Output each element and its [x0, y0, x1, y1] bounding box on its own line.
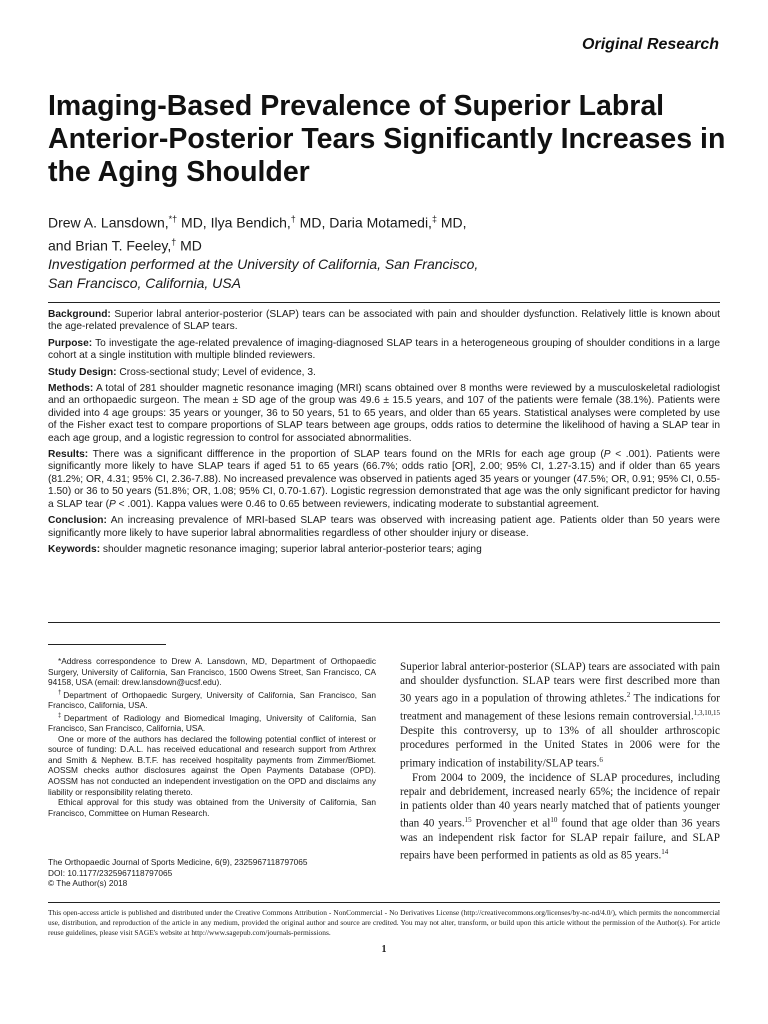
journal-doi: DOI: 10.1177/2325967118797065 — [48, 867, 173, 878]
p-value-symbol: P — [603, 449, 611, 461]
footnotes — [48, 656, 376, 818]
institution-line: Investigation performed at the University of California, San Francisco, — [48, 256, 479, 272]
abstract-label: Conclusion: — [48, 515, 107, 527]
body-text: Provencher et al — [471, 817, 551, 830]
abstract-text: To investigate the age-related prevalence of imaging-diagnosed SLAP tears in a heterogeneous grouping of shoulder conditions in a large cohort at a single institution with multiple blinded reviewers. — [48, 337, 720, 362]
author-name: Drew A. Lansdown, — [48, 214, 169, 231]
article-title: Imaging-Based Prevalence of Superior Labral Anterior-Posterior Tears Significantly Increases in the Aging Shoulder — [48, 90, 726, 188]
body-text: found that age older than 36 years was an independent risk factor for SLAP repair failure, and SLAP repairs have been performed in patients as old as 85 years. — [400, 817, 720, 863]
abstract-text: Superior labral anterior-posterior (SLAP) tears can be associated with pain and shoulder dysfunction. Relatively little is known about the age-related prevalence of SLAP tears. — [48, 309, 720, 333]
abstract-text: Cross-sectional study; Level of evidence, 3. — [116, 366, 316, 378]
footnote-rule — [48, 644, 166, 645]
body-text: Superior labral anterior-posterior (SLAP) tears are associated with pain and shoulder dysfunction. SLAP tears were first described more than 30 years ago in a population of throwing athletes. — [400, 661, 720, 706]
author-degree: MD, — [436, 214, 467, 231]
reference-mark: 6 — [599, 755, 603, 764]
abstract-label: Methods: — [48, 383, 94, 395]
body-text: From 2004 to 2009, the incidence of SLAP procedures, including repair and debridement, increased nearly 65%; the incidence of repair in patients older than 40 years nearly matched that of patients younger than 40 years. — [400, 771, 720, 830]
footnote-mark: ‡ — [58, 712, 64, 719]
body-text: The indications for treatment and management of these lesions remain controversial. — [400, 693, 720, 724]
journal-citation: The Orthopaedic Journal of Sports Medicine, 6(9), 2325967118797065 — [48, 857, 308, 867]
footnote-affiliation — [48, 711, 376, 734]
abstract-methods — [48, 383, 720, 445]
abstract-keywords — [48, 544, 720, 556]
author-degree: MD, — [177, 214, 211, 231]
body-paragraph — [400, 660, 720, 771]
body-column — [400, 660, 720, 863]
abstract-study-design — [48, 367, 720, 379]
footnote-conflict: One or more of the authors has declared the following potential conflict of interest or source of funding: D.A.L. has received educational and research support from Arthrex and Smith & Nephew. B.T.F. has received hospitality payments from Zimmer/Biomet. AOSSM checks author disclosures against the Open Payments Database (OPD). AOSSM has not conducted an independent investigation on the OPD and disclaims any liability or responsibility relating thereto. — [48, 733, 376, 797]
abstract-top-rule — [48, 302, 720, 303]
abstract-text: < .001). Patients were significantly more likely to have SLAP tears if aged 51 to 65 years (66.7%; odds ratio [OR], 2.00; 95% CI, 1.27-3.15) and if older than 65 years (81.2%; OR, 4.31; 95% CI, 2.36-7.88). No increased prevalence was observed in patients aged 35 years or younger (47.5%; OR, 0.91; 95% CI, 0.55-1.50) or 36 to 50 years (51.8%; OR, 1.08; 95% CI, 0.70-1.67). Logistic regression demonstrated that age was the only significant predictor for having a SLAP tear ( — [48, 449, 720, 510]
body-text: Despite this controversy, up to 13% of all shoulder arthroscopic procedures performed in the United States in 2006 were for the primary indication of instability/SLAP tears. — [400, 725, 720, 770]
abstract-conclusion — [48, 515, 720, 540]
institution-statement — [48, 255, 728, 293]
footnote-affiliation — [48, 688, 376, 711]
affiliation-mark: † — [171, 236, 177, 247]
abstract-text: < .001). Kappa values were 0.46 to 0.65 between reviewers, indicating moderate to substantial agreement. — [115, 498, 600, 510]
abstract-text: A total of 281 shoulder magnetic resonance imaging (MRI) scans obtained over 8 months were reviewed by a musculoskeletal radiologist and an orthopaedic surgeon. The mean ± SD age of the group was 49.6 ± 15.5 years, and 107 of the patients were female (38.1%). Patients were divided into 4 age groups: 35 years or younger, 36 to 50 years, 51 to 65 years, and older than 65 years. Statistical analyses were completed by use of the Fisher exact test to compare proportions of SLAP tears between age groups, odds ratios to determine the likelihood of having a SLAP tear in each age group, and a logistic regression to control for associated abnormalities. — [48, 383, 720, 444]
affiliation-mark: ‡ — [431, 214, 437, 224]
abstract-text: shoulder magnetic resonance imaging; superior labral anterior-posterior tears; aging — [100, 543, 482, 555]
abstract-label: Background: — [48, 309, 111, 320]
p-value-symbol: P — [108, 498, 116, 510]
footnote-ethics: Ethical approval for this study was obtained from the University of California, San Francisco, Committee on Human Research. — [48, 797, 376, 818]
abstract-background — [48, 309, 720, 334]
abstract-label: Keywords: — [48, 543, 101, 555]
license-notice: This open-access article is published and distributed under the Creative Commons Attribution - NonCommercial - No Derivatives License (http://creativecommons.org/licenses/by-nc-nd/4.0/), which permits the noncommercial use, distribution, and reproduction of the article in any medium, provided the original author and source are credited. You may not alter, transform, or build upon this article without the permission of the Author(s). For article reuse guidelines, please visit SAGE's website at http://www.sagepub.com/journals-permissions. — [48, 908, 720, 938]
footnote-correspondence: *Address correspondence to Drew A. Lansdown, MD, Department of Orthopaedic Surgery, University of California, San Francisco, 1500 Owens Street, San Francisco, CA 94158, USA (email: drew.lansdown@ucsf.edu). — [48, 656, 376, 688]
license-rule — [48, 902, 720, 903]
reference-mark: 1,3,10,15 — [693, 709, 720, 718]
footnote-text: Department of Orthopaedic Surgery, University of California, San Francisco, San Francisco, California, USA. — [48, 689, 376, 711]
reference-mark: 15 — [464, 816, 472, 825]
affiliation-mark: *† — [168, 214, 178, 224]
abstract-label: Study Design: — [48, 366, 117, 378]
section-label: Original Research — [582, 36, 719, 53]
author-degree: MD — [176, 237, 202, 254]
author-name: Daria Motamedi, — [329, 214, 432, 231]
journal-info — [48, 857, 376, 889]
journal-copyright: © The Author(s) 2018 — [48, 878, 128, 889]
footnote-text: Department of Radiology and Biomedical Imaging, University of California, San Francisco, San Francisco, California, USA. — [48, 712, 376, 734]
footnote-mark: † — [58, 689, 64, 696]
author-list — [48, 210, 728, 255]
reference-mark: 14 — [661, 848, 669, 857]
abstract-label: Purpose: — [48, 337, 93, 349]
body-paragraph — [400, 771, 720, 864]
affiliation-mark: † — [290, 214, 296, 224]
abstract-results — [48, 449, 720, 511]
page-number: 1 — [381, 944, 387, 955]
author-name: Ilya Bendich, — [210, 214, 291, 231]
abstract-purpose — [48, 338, 720, 363]
reference-mark: 2 — [626, 691, 631, 700]
reference-mark: 10 — [550, 816, 558, 825]
abstract — [48, 309, 720, 560]
institution-line: San Francisco, California, USA — [48, 275, 241, 291]
abstract-text: There was a significant diffference in the proportion of SLAP tears found on the MRIs for each age group ( — [88, 449, 604, 461]
author-degree: MD, — [295, 214, 330, 231]
abstract-label: Results: — [48, 449, 89, 461]
author-name: and Brian T. Feeley, — [48, 237, 172, 254]
abstract-text: An increasing prevalence of MRI-based SLAP tears was observed with increasing patient age. Patients older than 50 years were significantly more likely to have superior labral abnormalities regardless of other shoulder injury or disease. — [48, 515, 720, 539]
abstract-bottom-rule — [48, 622, 720, 623]
